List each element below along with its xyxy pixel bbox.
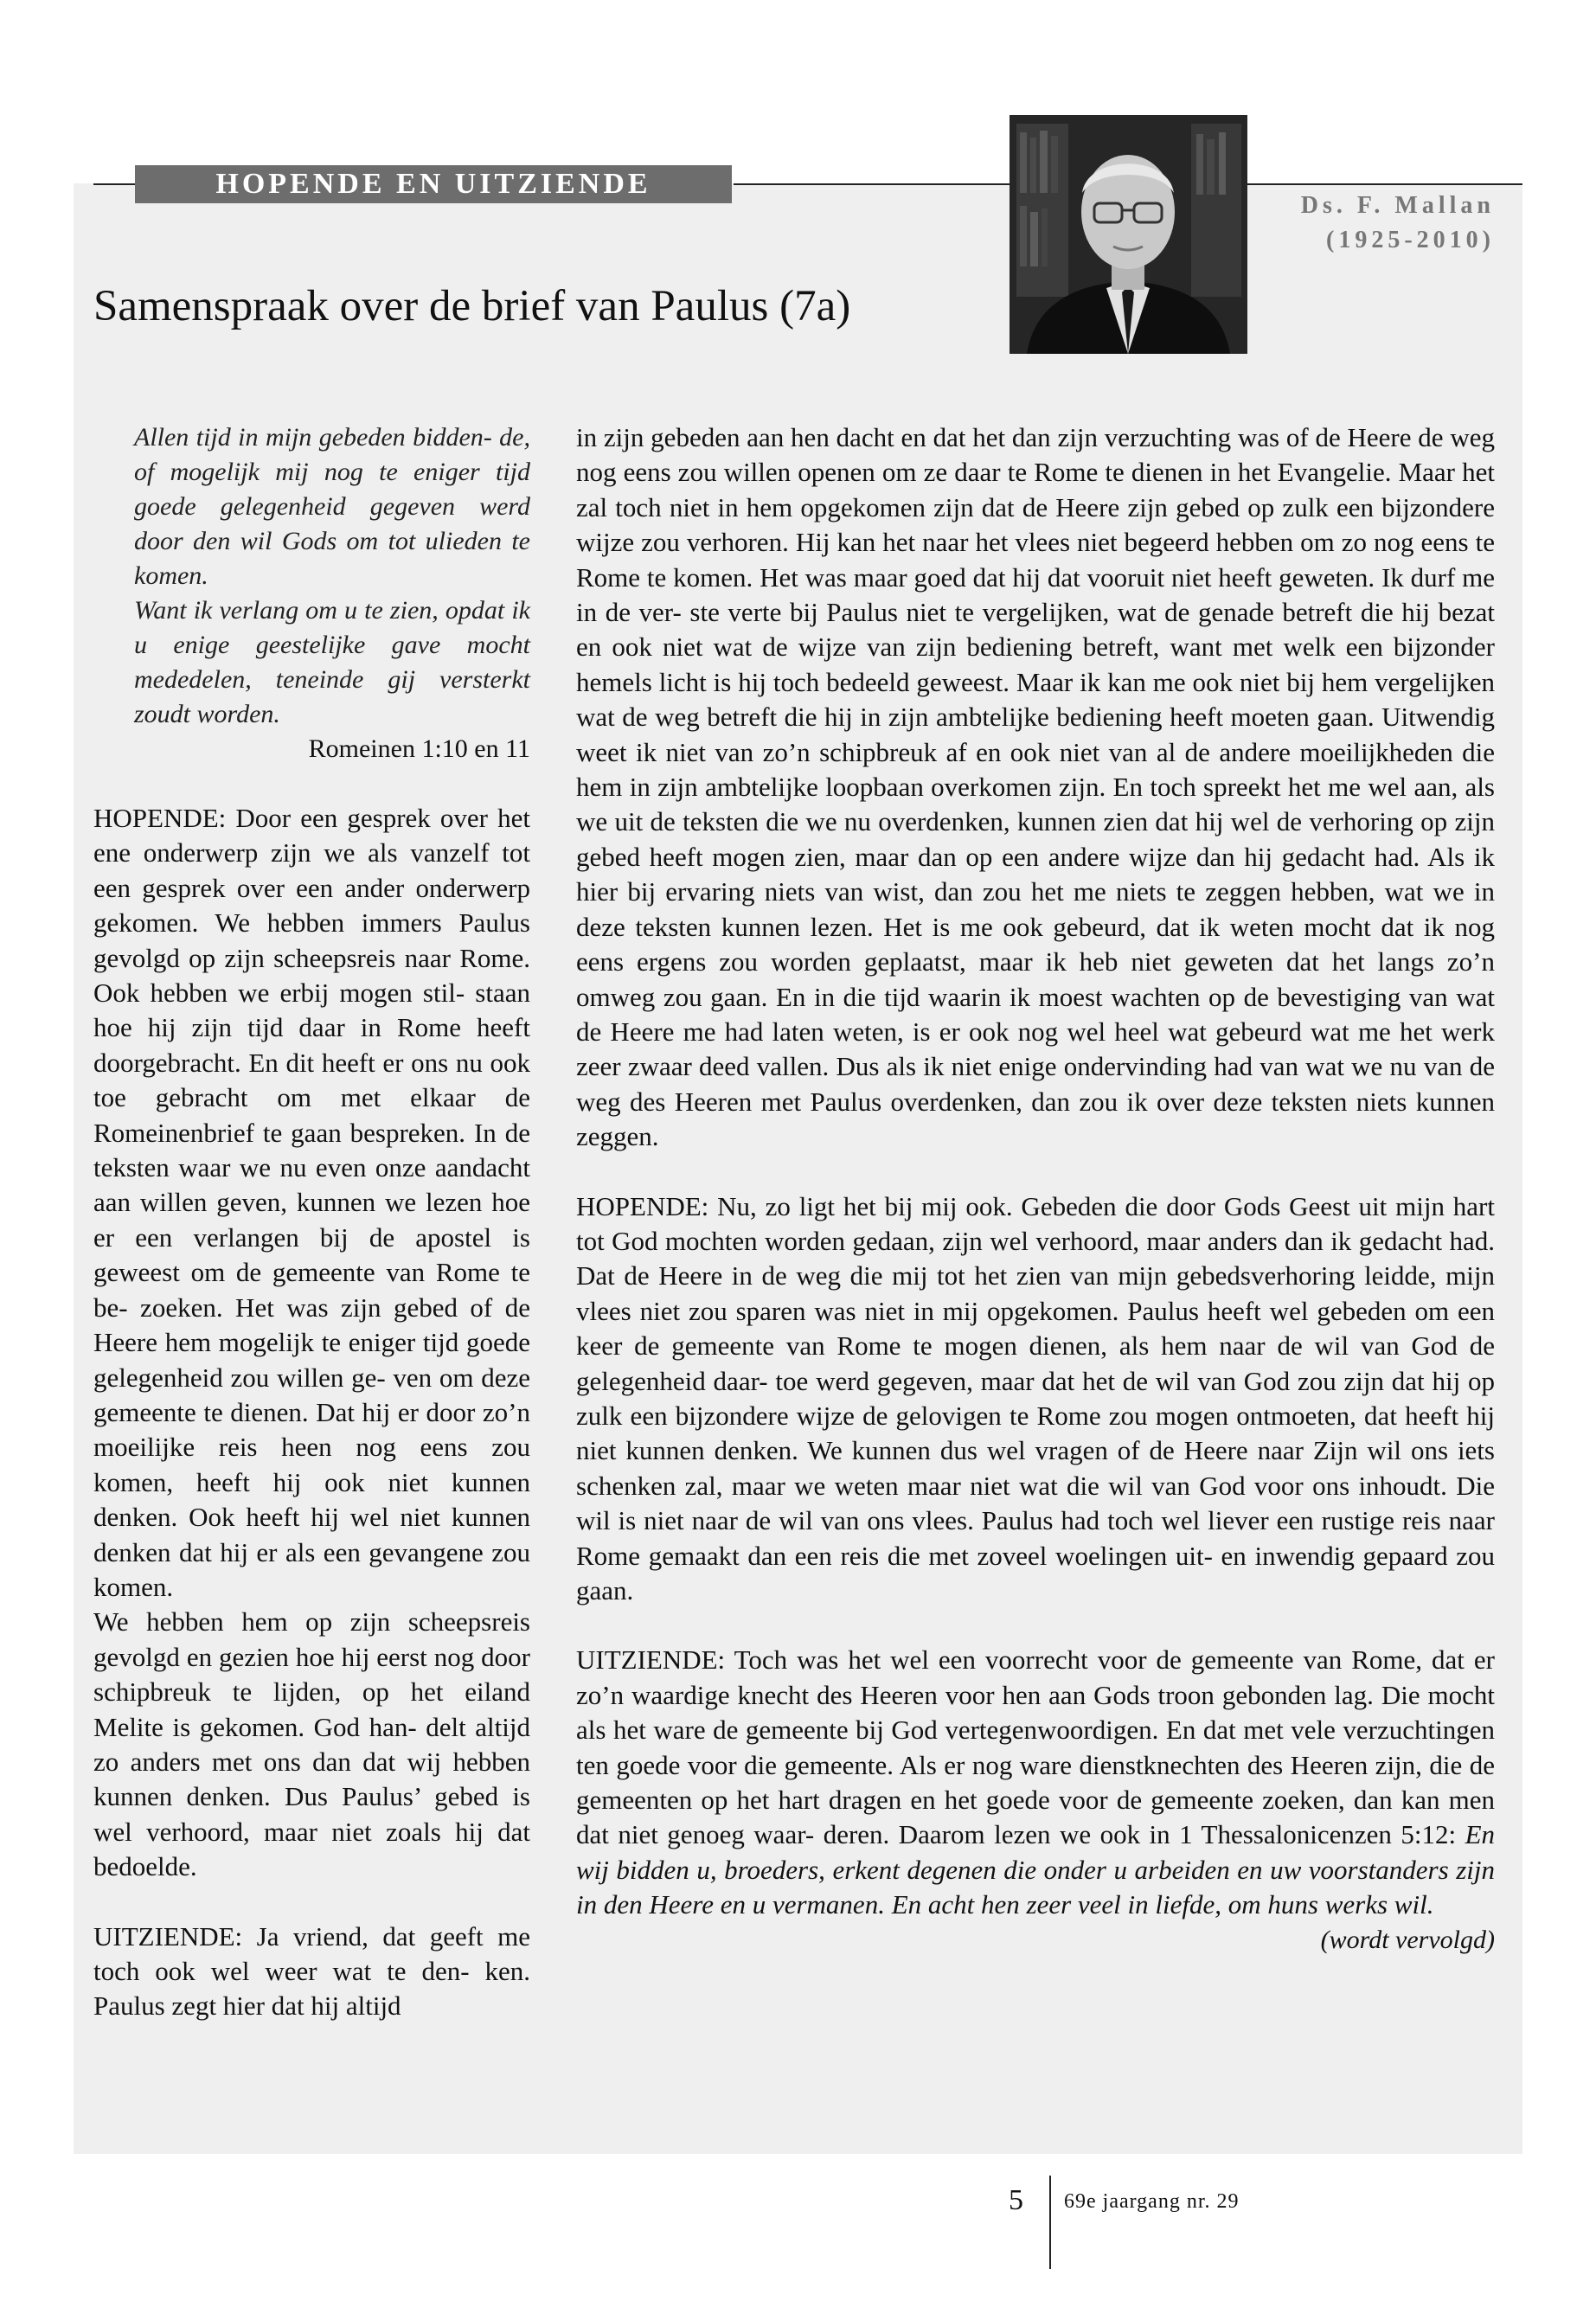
- author-portrait-icon: [1010, 115, 1247, 354]
- epigraph-verse-2: Want ik verlang om u te zien, opdat ik u enige geestelijke gave mocht mededelen, teneinde gij versterkt zoudt worden.: [134, 596, 530, 728]
- author-byline: [1301, 189, 1495, 258]
- paragraph-uitziende-1-cont: in zijn gebeden aan hen dacht en dat het dan zijn verzuchting was of de Heere de weg nog eens zou willen openen om ze daar te Rome te dienen in het Evangelie. Maar het zal toch niet in hem opgekomen zijn dat de Heere zijn gebed op zulk een bijzondere wijze zou verhoren. Hij kan het naar het vlees niet begeerd hebben om zo nog eens te Rome te komen. Het was maar goed dat hij dat vooruit niet heeft geweten. Ik durf me in de ver- ste verte bij Paulus niet te vergelijken, wat de genade betreft die hij bezat en ook niet wat de wijze van zijn bediening betreft, want met welk een bijzonder hemels licht is hij toch bedeeld geweest. Maar ik kan me ook niet bij hem vergelijken wat de weg betreft die hij in zijn ambtelijke bediening heeft moeten gaan. Uitwendig weet ik niet van zo’n schipbreuk af en ook niet van al de andere moeilijkheden die hem in zijn ambtelijke loopbaan overkomen zijn. En toch spreekt het me wel aan, als we uit de teksten die we nu overdenken, kunnen zien dat hij wel de verhoring op zijn gebed heeft mogen zien, maar dan op een andere wijze dan hij gedacht had. Als ik hier bij ervaring niets van wist, dan zou het me niets te zeggen hebben, wat we in deze teksten kunnen lezen. Het is me ook gebeurd, dat ik weten mocht dat ik nog eens ergens zou worden geplaatst, maar ik heb niet geweten dat het langs zo’n omweg zou gaan. En in die tijd waarin ik moest wachten op de bevestiging van wat de Heere me had laten weten, is er ook nog wel heel wat gebeurd wat me het werk zeer zwaar deed vallen. Dus als ik niet enige ondervinding had van wat we nu van de weg des Heeren met Paulus overdenken, dan zou ik over deze teksten niets kunnen zeggen.: [576, 422, 1495, 1152]
- portrait-image: [1010, 115, 1247, 354]
- header-rule-left: [93, 183, 141, 185]
- scripture-quote: En wij bidden u, broeders, erkent degenen die onder u arbeiden en uw voorstanders zijn in den Heere en u vermanen. En acht hen zeer veel in liefde, om huns werks wil.: [576, 1819, 1496, 1920]
- paragraph-uitziende-2-text: UITZIENDE: Toch was het wel een voorrecht voor de gemeente van Rome, dat er zo’n waardige knecht des Heeren voor hen aan Gods troon gebonden lag. Die mocht als het ware de gemeente bij God vertegenwoordigen. En dat met vele verzuchtingen ten goede voor die gemeente. Als er nog ware dienstknechten des Heeren zijn, die de gemeenten op het hart dragen en het goede voor de gemeente zoeken, dan kan men dat niet genoeg waar- deren. Daarom lezen we ook in 1 Thessalonicenzen 5:12:: [576, 1644, 1495, 1850]
- paragraph-hopende-3: HOPENDE: Nu, zo ligt het bij mij ook. Gebeden die door Gods Geest uit mijn hart tot God mochten worden gedaan, zijn wel verhoord, maar anders dan ik gedacht had. Dat de Heere in de weg die mij tot het zien van mijn gebedsverhoring leidde, mijn vlees niet zou sparen was niet in mij opgekomen. Paulus heeft wel gebeden om een keer de gemeente van Rome te mogen dienen, als hem naar de wil van God de gelegenheid daar- toe werd gegeven, maar dat het de wil van God zou zijn dat hij op zulk een bijzondere wijze de gelovigen te Rome zou mogen ontmoeten, dat heeft hij niet kunnen denken. We kunnen dus wel vragen of de Heere naar Zijn wil ons iets schenken zal, maar we weten maar niet wat die wil van God voor ons inhoudt. Die wil is niet naar de wil van ons vlees. Paulus had toch wel liever een rustige reis naar Rome gemaakt dan een reis die met zoveel woelingen uit- en inwendig gepaard zou gaan.: [576, 1190, 1495, 1606]
- paragraph-hopende-2: We hebben hem op zijn scheepsreis gevolgd en gezien hoe hij eerst nog door schipbreuk te lijden, op het eiland Melite is gekomen. God han- delt altijd zo anders met ons dan dat wij hebben kunnen denken. Dus Paulus’ gebed is wel verhoord, maar niet zoals hij dat bedoelde.: [93, 1606, 530, 1882]
- left-column: [93, 420, 530, 2024]
- to-be-continued: (wordt vervolgd): [1320, 1925, 1495, 1954]
- author-name: Ds. F. Mallan: [1300, 192, 1495, 219]
- author-years: (1925-2010): [1326, 227, 1495, 253]
- section-label: HOPENDE EN UITZIENDE: [135, 165, 732, 203]
- article-title: Samenspraak over de brief van Paulus (7a): [93, 282, 851, 330]
- right-column: [576, 420, 1495, 1958]
- issue-info: 69e jaargang nr. 29: [1064, 2190, 1240, 2213]
- paragraph-hopende-1: HOPENDE: Door een gesprek over het ene onderwerp zijn we als vanzelf tot een gesprek over een ander onderwerp gekomen. We hebben immers Paulus gevolgd op zijn scheepsreis naar Rome. Ook hebben we erbij mogen stil- staan hoe hij zijn tijd daar in Rome heeft doorgebracht. En dit heeft er ons nu ook toe gebracht om met elkaar de Romeinenbrief te gaan bespreken. In de teksten waar we nu even onze aandacht aan willen geven, kunnen we lezen hoe er een verlangen bij de apostel is geweest om de gemeente van Rome te be- zoeken. Het was zijn gebed of de Heere hem mogelijk te eniger tijd goede gelegenheid zou willen ge- ven om deze gemeente te dienen. Dat hij er door zo’n moeilijke reis heen nog eens zou komen, heeft hij ook niet kunnen denken. Ook heeft hij wel niet kunnen denken dat hij er als een gevangene zou komen.: [93, 803, 530, 1602]
- epigraph-verse-1: Allen tijd in mijn gebeden bidden- de, of mogelijk mij nog te eniger tijd goede gelegenheid gegeven werd door den wil Gods om tot ulieden te komen.: [134, 423, 530, 590]
- paragraph-uitziende-2: [576, 1643, 1495, 1922]
- paragraph-uitziende-1: UITZIENDE: Ja vriend, dat geeft me toch ook wel weer wat te den- ken. Paulus zegt hier dat hij altijd: [93, 1920, 530, 2022]
- epigraph-reference: Romeinen 1:10 en 11: [308, 734, 530, 763]
- footer-divider: [1049, 2176, 1051, 2269]
- page-number: 5: [1009, 2184, 1023, 2216]
